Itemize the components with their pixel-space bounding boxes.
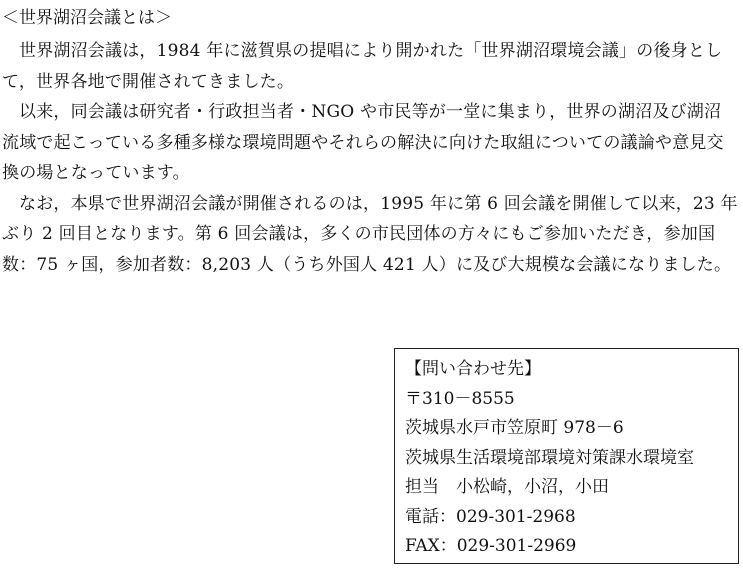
contact-address: 茨城県水戸市笠原町 978－6	[405, 418, 624, 438]
section-heading: ＜世界湖沼会議とは＞	[2, 8, 172, 28]
paragraph-purpose: 以来，同会議は研究者・行政担当者・NGO や市民等が一堂に集まり，世界の湖沼及び湖沼流域で起こっている多種多様な環境問題やそれらの解決に向けた取組についての議論や意見交換の場となっています。	[2, 102, 724, 183]
contact-box	[394, 348, 739, 564]
body-text	[2, 36, 738, 280]
contact-postal-code: 〒310－8555	[405, 388, 515, 409]
contact-title: 【問い合わせ先】	[405, 359, 541, 379]
contact-fax: FAX：029-301-2969	[405, 536, 577, 556]
contact-staff: 担当 小松崎，小沼，小田	[405, 477, 609, 497]
contact-department: 茨城県生活環境部環境対策課水環境室	[405, 447, 694, 468]
paragraph-ibaraki: なお，本県で世界湖沼会議が開催されるのは，1995 年に第 6 回会議を開催して以来，23 年ぶり 2 回目となります。第 6 回会議は，多くの市民団体の方々にもご参加いただき，参加国数：75 ヶ国，参加者数：8,203 人（うち外国人 421 人）に及び大規模な会議になりました。	[2, 193, 738, 275]
paragraph-history: 世界湖沼会議は，1984 年に滋賀県の提唱により開かれた「世界湖沼環境会議」の後身として，世界各地で開催されてきました。	[2, 41, 723, 92]
contact-phone: 電話：029-301-2968	[405, 506, 576, 527]
